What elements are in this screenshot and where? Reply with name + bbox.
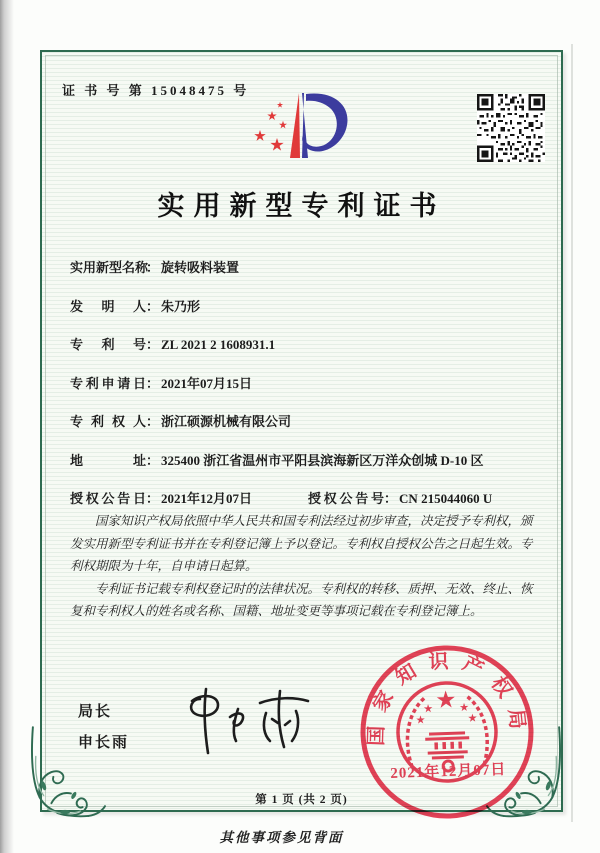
field-row-grant [70,489,548,508]
cnipa-logo-icon [242,88,357,170]
field-value: 浙江硕源机械有限公司 [161,414,292,429]
field-label: 发明人 [70,298,146,314]
field-label: 授权公告日 [70,491,146,506]
field-label: 实用新型名称 [70,260,149,275]
field-colon: ： [146,491,160,506]
commissioner-title: 局长 [78,704,113,720]
field-row-name [70,258,548,277]
field-colon: ： [146,337,160,352]
field-colon: ： [384,491,398,506]
field-value: 2021年07月15日 [161,375,253,391]
body-paragraph: 国家知识产权局依照中华人民共和国专利法经过初步审查，决定授予专利权，颁发实用新型专利证书并在专利登记簿上予以登记。专利权自授权公告之日起生效。专利权期限为十年，自申请日起算。 [70,514,533,573]
qr-code-icon [477,94,545,162]
field-value: 旋转吸料装置 [161,260,240,275]
field-label: 授权公告号 [308,491,385,506]
seal-arc-text: 国家知识产权局 [365,650,530,747]
signature-block [78,700,129,752]
field-value: CN 215044060 U [399,491,493,506]
field-row-patent-no [70,335,548,354]
field-value: ZL 2021 2 1608931.1 [161,337,276,352]
commissioner-name: 申长雨 [78,735,130,751]
field-colon: ： [146,298,160,314]
field-value: 朱乃形 [161,298,201,314]
back-note: 其他事项参见背面 [219,830,344,845]
field-value: 325400 浙江省温州市平阳县滨海新区万洋众创城 D-10 区 [161,452,484,468]
scan-edge-line [571,44,573,822]
seal-date: 2021年12月07日 [390,761,507,782]
field-label: 地址 [70,452,146,468]
field-row-patentee [70,412,548,431]
certificate-body-text [70,510,542,623]
grant-number-pair [308,489,492,508]
certificate-title: 实用新型专利证书 [157,191,446,221]
field-row-filing-date [70,374,548,393]
body-paragraph: 专利证书记载专利权登记时的法律状况。专利权的转移、质押、无效、终止、恢复和专利权人的姓名或名称、国籍、地址变更等事项记载在专利登记簿上。 [70,581,533,618]
field-label: 专利申请日 [70,375,146,391]
field-colon: ： [146,260,160,275]
field-row-address [70,451,548,470]
page-number: 第 1 页 (共 2 页) [255,794,348,806]
field-colon: ： [146,452,160,468]
certificate-fields [70,258,548,528]
field-colon: ： [146,375,160,391]
handwritten-signature-icon [168,683,318,761]
field-colon: ： [146,414,160,429]
field-label: 专利号 [70,337,146,352]
field-label: 专利权人 [70,414,146,429]
field-value: 2021年12月07日 [161,491,253,506]
field-row-inventor [70,297,548,316]
scan-edge-shadow [0,0,14,853]
certificate-number: 证 书 号 第 15048475 号 [62,83,250,98]
